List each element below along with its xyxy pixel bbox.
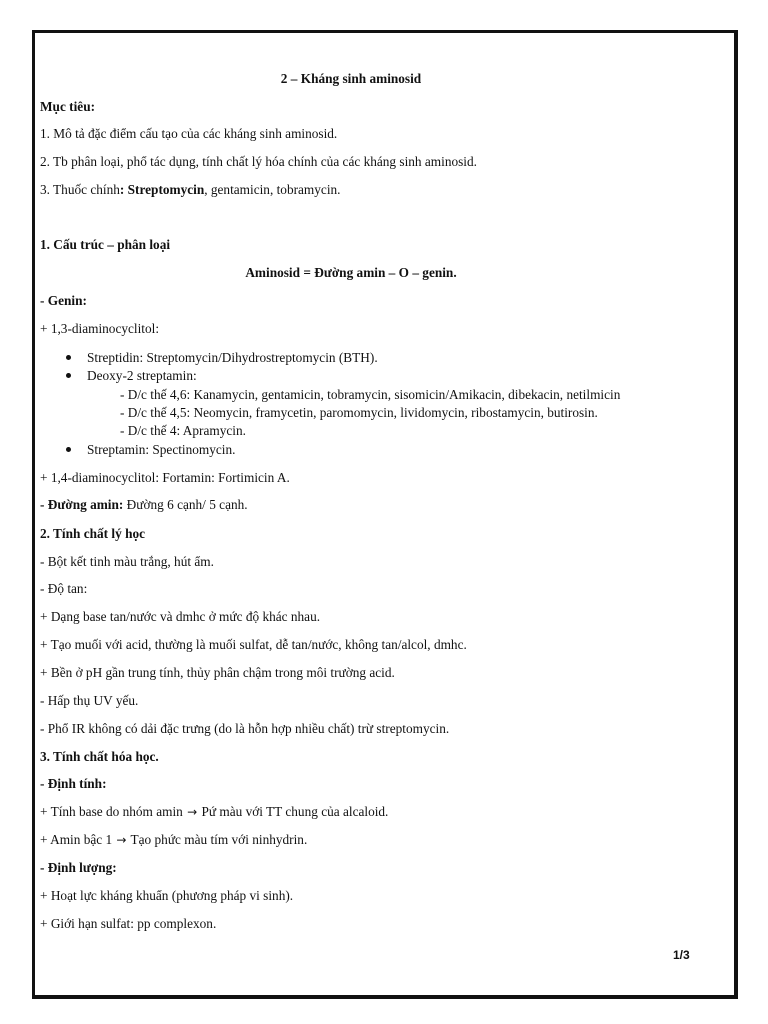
- physical-line: + Dạng base tan/nước và dmhc ở mức độ khác nhau.: [40, 609, 321, 624]
- qualitative-line-2: [40, 831, 307, 849]
- physical-line: - Bột kết tinh màu trắng, hút ẩm.: [40, 554, 214, 569]
- qualitative-heading: - Định tính:: [40, 776, 107, 791]
- formula: Aminosid = Đường amin – O – genin.: [245, 265, 457, 280]
- sub-item: - D/c thế 4,5: Neomycin, framycetin, paromomycin, lividomycin, ribostamycin, butirosin.: [120, 405, 598, 420]
- list-item-text: Streptamin: Spectinomycin.: [87, 442, 236, 457]
- section-3-heading: 3. Tính chất hóa học.: [40, 749, 159, 764]
- physical-line: - Hấp thụ UV yếu.: [40, 693, 139, 708]
- list-item-text: Streptidin: Streptomycin/Dihydrostreptomycin (BTH).: [87, 350, 378, 365]
- section-2-heading: 2. Tính chất lý học: [40, 526, 146, 541]
- bullet-icon: [66, 447, 71, 452]
- objective-3-main-drug: : Streptomycin: [119, 182, 205, 197]
- page-number: 1/3: [673, 948, 690, 962]
- qualitative-2-prefix: + Amin bậc 1: [40, 832, 116, 847]
- quantitative-line-2: + Giới hạn sulfat: pp complexon.: [40, 916, 217, 931]
- sugar-amine-line: [40, 496, 248, 513]
- objective-3-suffix: , gentamicin, tobramycin.: [204, 182, 341, 197]
- objective-3-prefix: 3. Thuốc chính: [40, 182, 120, 197]
- objective-3: [40, 181, 341, 198]
- bullet-icon: [66, 355, 71, 360]
- quantitative-heading: - Định lượng:: [40, 860, 117, 875]
- arrow-right-icon: →: [187, 805, 198, 819]
- physical-line: - Độ tan:: [40, 581, 88, 596]
- objective-1: 1. Mô tả đặc điểm cấu tạo của các kháng sinh aminosid.: [40, 126, 338, 141]
- document-title: 2 – Kháng sinh aminosid: [280, 71, 422, 86]
- sugar-amine-text: Đường 6 cạnh/ 5 cạnh.: [123, 497, 248, 512]
- physical-line: + Bền ở pH gần trung tính, thủy phân chậm trong môi trường acid.: [40, 665, 395, 680]
- physical-line: - Phổ IR không có dải đặc trưng (do là hỗn hợp nhiều chất) trừ streptomycin.: [40, 721, 450, 736]
- objective-2: 2. Tb phân loại, phổ tác dụng, tính chất lý hóa chính của các kháng sinh aminosid.: [40, 154, 477, 169]
- qualitative-1-prefix: + Tính base do nhóm amin: [40, 804, 187, 819]
- qualitative-2-suffix: Tạo phức màu tím với ninhydrin.: [127, 832, 308, 847]
- sub-item: - D/c thế 4,6: Kanamycin, gentamicin, tobramycin, sisomicin/Amikacin, dibekacin, netilmicin: [120, 387, 621, 402]
- bullet-icon: [66, 373, 71, 378]
- section-1-heading: 1. Cấu trúc – phân loại: [40, 237, 171, 252]
- arrow-right-icon: →: [116, 833, 127, 847]
- sugar-amine-label: - Đường amin:: [40, 497, 124, 512]
- genin-heading: - Genin:: [40, 293, 87, 308]
- diaminocyclitol-14: + 1,4-diaminocyclitol: Fortamin: Fortimicin A.: [40, 470, 290, 485]
- qualitative-line-1: [40, 803, 388, 821]
- page-border: [32, 30, 738, 999]
- quantitative-line-1: + Hoạt lực kháng khuẩn (phương pháp vi sinh).: [40, 888, 294, 903]
- qualitative-1-suffix: Pứ màu với TT chung của alcaloid.: [198, 804, 389, 819]
- list-item-text: Deoxy-2 streptamin:: [87, 368, 197, 383]
- physical-line: + Tạo muối với acid, thường là muối sulfat, dễ tan/nước, không tan/alcol, dmhc.: [40, 637, 467, 652]
- sub-item: - D/c thế 4: Apramycin.: [120, 423, 246, 438]
- objectives-heading: Mục tiêu:: [40, 99, 96, 114]
- diaminocyclitol-13: + 1,3-diaminocyclitol:: [40, 321, 160, 336]
